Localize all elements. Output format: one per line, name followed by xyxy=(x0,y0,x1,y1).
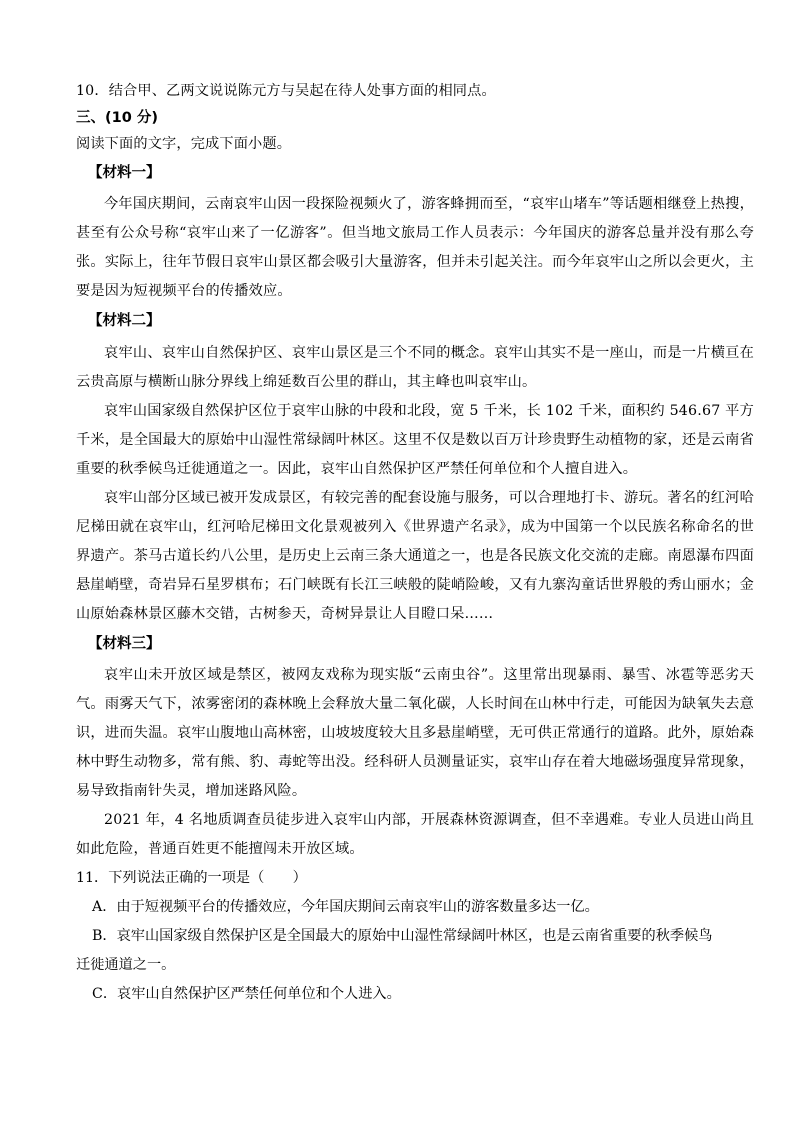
material-2-paragraph: 哀牢山国家级自然保护区位于哀牢山脉的中段和北段，宽 5 千米，长 102 千米，面积约 546.67 平方千米，是全国最大的原始中山湿性常绿阔叶林区。这里不仅是数以百万计珍贵野生动植物的家，还是云南省重要的秋季候鸟迁徙通道之一。因此，哀牢山自然保护区严禁任何单位和个人擅自进入。 xyxy=(76,402,754,477)
material-3-heading: 【材料三】 xyxy=(88,635,161,652)
section-3-instruction: 阅读下面的文字，完成下面小题。 xyxy=(76,136,292,152)
material-2-paragraph: 哀牢山部分区域已被开发成景区，有较完善的配套设施与服务，可以合理地打卡、游玩。著名的红河哈尼梯田就在哀牢山，红河哈尼梯田文化景观被列入《世界遗产名录》，成为中国第一个以民族名称命名的世界遗产。茶马古道长约八公里，是历史上云南三条大通道之一，也是各民族文化交流的走廊。南恩瀑布四面悬崖峭壁，奇岩异石星罗棋布；石门峡既有长江三峡般的陡峭险峻，又有九寨沟童话世界般的秀山丽水；金山原始森林景区藤木交错，古树参天，奇树异景让人目瞪口呆…… xyxy=(76,489,754,622)
material-2-paragraph: 哀牢山、哀牢山自然保护区、哀牢山景区是三个不同的概念。哀牢山其实不是一座山，而是一片横亘在云贵高原与横断山脉分界线上绵延数百公里的群山，其主峰也叫哀牢山。 xyxy=(76,344,754,390)
material-3-paragraph: 哀牢山未开放区域是禁区，被网友戏称为现实版“云南虫谷”。这里常出现暴雨、暴雪、冰雹等恶劣天气。雨雾天气下，浓雾密闭的森林晚上会释放大量二氧化碳，人长时间在山林中行走，可能因为缺氧失去意识，进而失温。哀牢山腹地山高林密，山坡坡度较大且多悬崖峭壁，无可供正常通行的道路。此外，原始森林中野生动物多，常有熊、豹、毒蛇等出没。经科研人员测量证实，哀牢山存在着大地磁场强度异常现象，易导致指南针失灵，增加迷路风险。 xyxy=(76,667,754,799)
question-11-option-c: C．哀牢山自然保护区严禁任何单位和个人进入。 xyxy=(92,986,401,1002)
material-1-heading: 【材料一】 xyxy=(88,164,161,181)
question-10: 10．结合甲、乙两文说说陈元方与吴起在待人处事方面的相同点。 xyxy=(76,83,496,99)
material-3-paragraph: 2021 年，4 名地质调查员徒步进入哀牢山内部，开展森林资源调查，但不幸遇难。专业人员进山尚且如此危险，普通百姓更不能擅闯未开放区域。 xyxy=(76,812,754,857)
question-11-option-b: B．哀牢山国家级自然保护区是全国最大的原始中山湿性常绿阔叶林区，也是云南省重要的秋季候鸟 xyxy=(92,928,713,944)
section-3-heading: 三、(10 分) xyxy=(76,109,158,126)
question-11-stem: 11．下列说法正确的一项是（ ） xyxy=(76,870,307,886)
question-11-option-a: A．由于短视频平台的传播效应，今年国庆期间云南哀牢山的游客数量多达一亿。 xyxy=(92,899,599,915)
material-2-heading: 【材料二】 xyxy=(88,313,161,329)
question-11-option-b-continued: 迁徙通道之一。 xyxy=(76,957,176,973)
material-1-paragraph: 今年国庆期间，云南哀牢山因一段探险视频火了，游客蜂拥而至，“哀牢山堵车”等话题相继登上热搜，甚至有公众号称“哀牢山来了一亿游客”。但当地文旅局工作人员表示：今年国庆的游客总量并没有那么夸张。实际上，往年节假日哀牢山景区都会吸引大量游客，但并未引起关注。而今年哀牢山之所以会更火，主要是因为短视频平台的传播效应。 xyxy=(76,196,754,299)
